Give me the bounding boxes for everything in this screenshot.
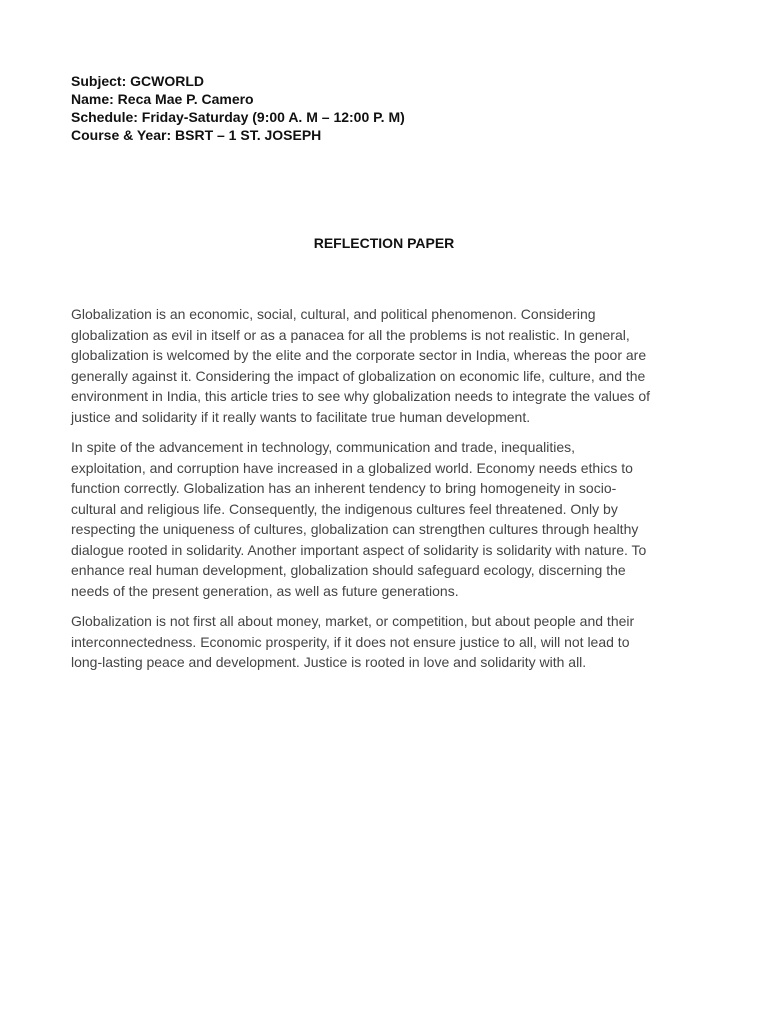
student-info-header [71, 72, 691, 144]
paragraph-line: exploitation, and corruption have increased in a globalized world. Economy needs ethics to [71, 459, 633, 476]
paragraph-2 [71, 437, 700, 601]
paragraph-line: respecting the uniqueness of cultures, globalization can strengthen cultures through healthy [71, 521, 639, 537]
paragraph-line: In spite of the advancement in technology, communication and trade, inequalities, [71, 439, 576, 455]
paragraph-line: enhance real human development, globalization should safeguard ecology, discerning the [71, 562, 626, 578]
paragraph-line: Globalization is an economic, social, cultural, and political phenomenon. Considering [71, 306, 596, 322]
course-line: Course & Year: BSRT – 1 ST. JOSEPH [71, 127, 322, 143]
document-body [71, 304, 700, 683]
subject-line: Subject: GCWORLD [71, 73, 204, 89]
paragraph-line: globalization is welcomed by the elite and the corporate sector in India, whereas the poor are [71, 347, 647, 363]
paragraph-1 [71, 304, 700, 427]
document-title: REFLECTION PAPER [313, 235, 455, 251]
name-line: Name: Reca Mae P. Camero [71, 91, 254, 107]
paragraph-line: justice and solidarity if it really wants to facilitate true human development. [71, 408, 531, 425]
schedule-line: Schedule: Friday-Saturday (9:00 A. M – 12:00 P. M) [71, 109, 405, 125]
paragraph-line: needs of the present generation, as well as future generations. [71, 582, 459, 599]
paragraph-line: environment in India, this article tries to see why globalization needs to integrate the values of [71, 388, 650, 404]
paragraph-line: interconnectedness. Economic prosperity, if it does not ensure justice to all, will not lead to [71, 633, 630, 650]
paragraph-line: dialogue rooted in solidarity. Another important aspect of solidarity is solidarity with nature. To [71, 541, 647, 558]
paragraph-line: Globalization is not first all about money, market, or competition, but about people and their [71, 613, 635, 629]
paragraph-line: cultural and religious life. Consequently, the indigenous cultures feel threatened. Only by [71, 500, 618, 517]
paragraph-line: long-lasting peace and development. Justice is rooted in love and solidarity with all. [71, 654, 587, 670]
paragraph-line: function correctly. Globalization has an inherent tendency to bring homogeneity in socio- [71, 480, 617, 496]
paragraph-line: globalization as evil in itself or as a panacea for all the problems is not realistic. In general, [71, 326, 630, 343]
paragraph-3 [71, 611, 700, 673]
paragraph-line: generally against it. Considering the impact of globalization on economic life, culture, and the [71, 367, 646, 384]
